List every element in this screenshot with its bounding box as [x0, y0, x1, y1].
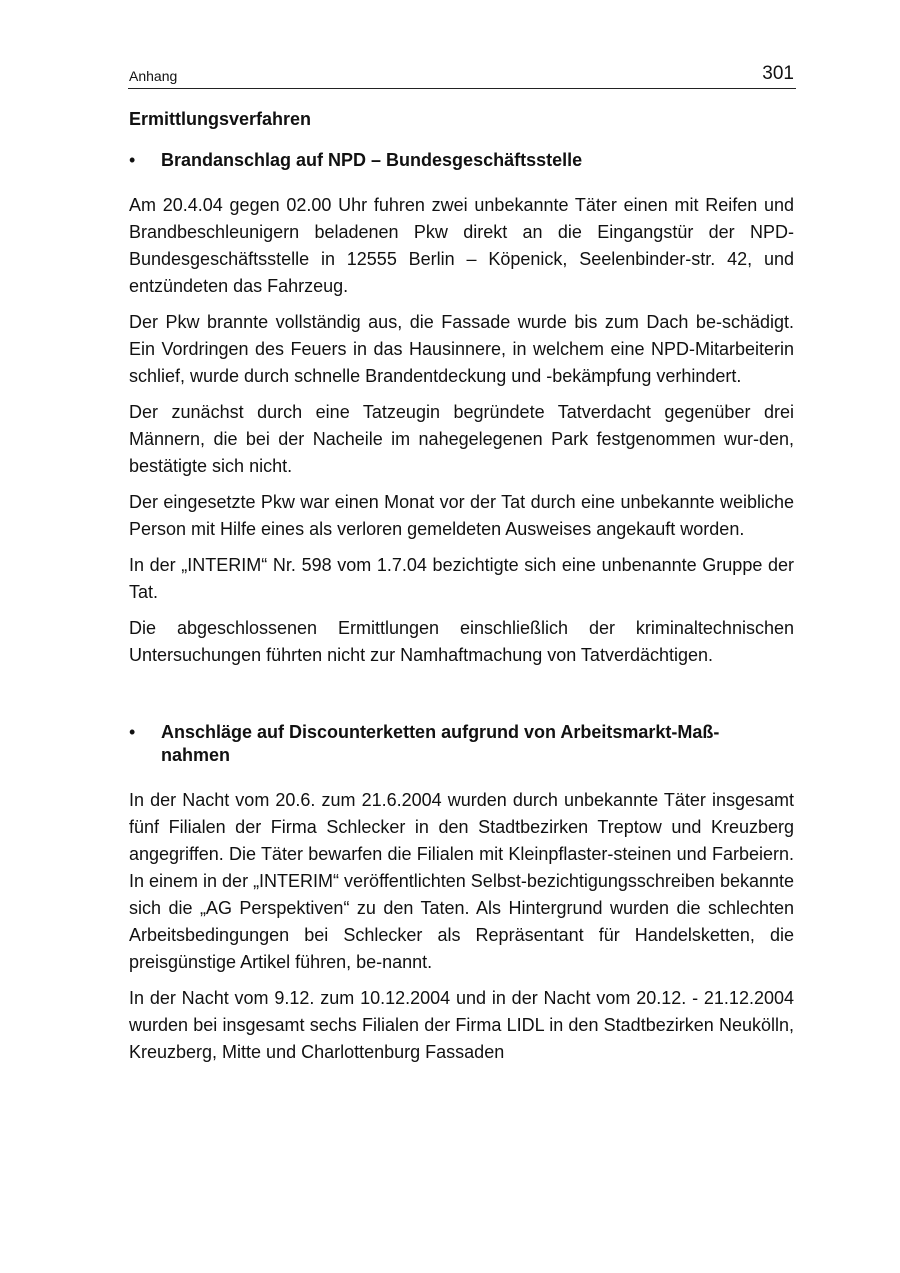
page-number: 301: [762, 63, 794, 84]
topic-heading-discounter: [129, 721, 794, 767]
page-content: [129, 106, 794, 1066]
paragraph: In der „INTERIM“ Nr. 598 vom 1.7.04 bezichtigte sich eine unbenannte Gruppe der Tat.: [129, 555, 794, 602]
bullet-glyph: •: [129, 722, 136, 742]
topic-title-line-1: Anschläge auf Discounterketten aufgrund von Arbeitsmarkt-Maß-: [161, 722, 720, 742]
page-header: [128, 60, 796, 89]
paragraph: Der eingesetzte Pkw war einen Monat vor der Tat durch eine unbekannte weibliche Person mit Hilfe eines als verloren gemeldeten Ausweises angekauft worden.: [129, 492, 794, 539]
paragraph: Der zunächst durch eine Tatzeugin begründete Tatverdacht gegenüber drei Männern, die bei der Nacheile im nahegelegenen Park festgenommen wur-den, bestätigte sich nicht.: [129, 402, 794, 476]
topic-title: Brandanschlag auf NPD – Bundesgeschäftsstelle: [161, 150, 583, 170]
section-heading: Ermittlungsverfahren: [129, 109, 312, 129]
paragraph: In der Nacht vom 9.12. zum 10.12.2004 und in der Nacht vom 20.12. - 21.12.2004 wurden bei insgesamt sechs Filialen der Firma LIDL in den Stadtbezirken Neukölln, Kreuzberg, Mitte und Charlottenburg Fassaden: [129, 988, 794, 1062]
paragraph: Die abgeschlossenen Ermittlungen einschließlich der kriminaltechnischen Untersuchungen führten nicht zur Namhaftmachung von Tatverdächtigen.: [129, 618, 794, 665]
bullet-glyph: •: [129, 150, 136, 170]
topic-heading-npd: [129, 149, 794, 172]
paragraph: Der Pkw brannte vollständig aus, die Fassade wurde bis zum Dach be-schädigt. Ein Vordringen des Feuers in das Hausinnere, in welchem eine NPD-Mitarbeiterin schlief, wurde durch schnelle Brandentdeckung und -bekämpfung verhindert.: [129, 312, 794, 386]
topic-title: [161, 721, 719, 767]
paragraph: Am 20.4.04 gegen 02.00 Uhr fuhren zwei unbekannte Täter einen mit Reifen und Brandbeschleunigern beladenen Pkw direkt an die Eingangstür der NPD-Bundesgeschäftsstelle in 12555 Berlin – Köpenick, Seelenbinder-str. 42, und entzündeten das Fahrzeug.: [129, 195, 794, 296]
running-header-section: Anhang: [129, 68, 178, 84]
topic-title-line-2: nahmen: [161, 745, 231, 765]
paragraph: In der Nacht vom 20.6. zum 21.6.2004 wurden durch unbekannte Täter insgesamt fünf Filialen der Firma Schlecker in den Stadtbezirken Treptow und Kreuzberg angegriffen. Die Täter bewarfen die Filialen mit Kleinpflaster-steinen und Farbeiern. In einem in der „INTERIM“ veröffentlichten Selbst-bezichtigungsschreiben bekannte sich die „AG Perspektiven“ zu den Taten. Als Hintergrund wurden die schlechten Arbeitsbedingungen bei Schlecker als Repräsentant für Handelsketten, die preisgünstige Artikel führen, be-nannt.: [129, 790, 795, 972]
